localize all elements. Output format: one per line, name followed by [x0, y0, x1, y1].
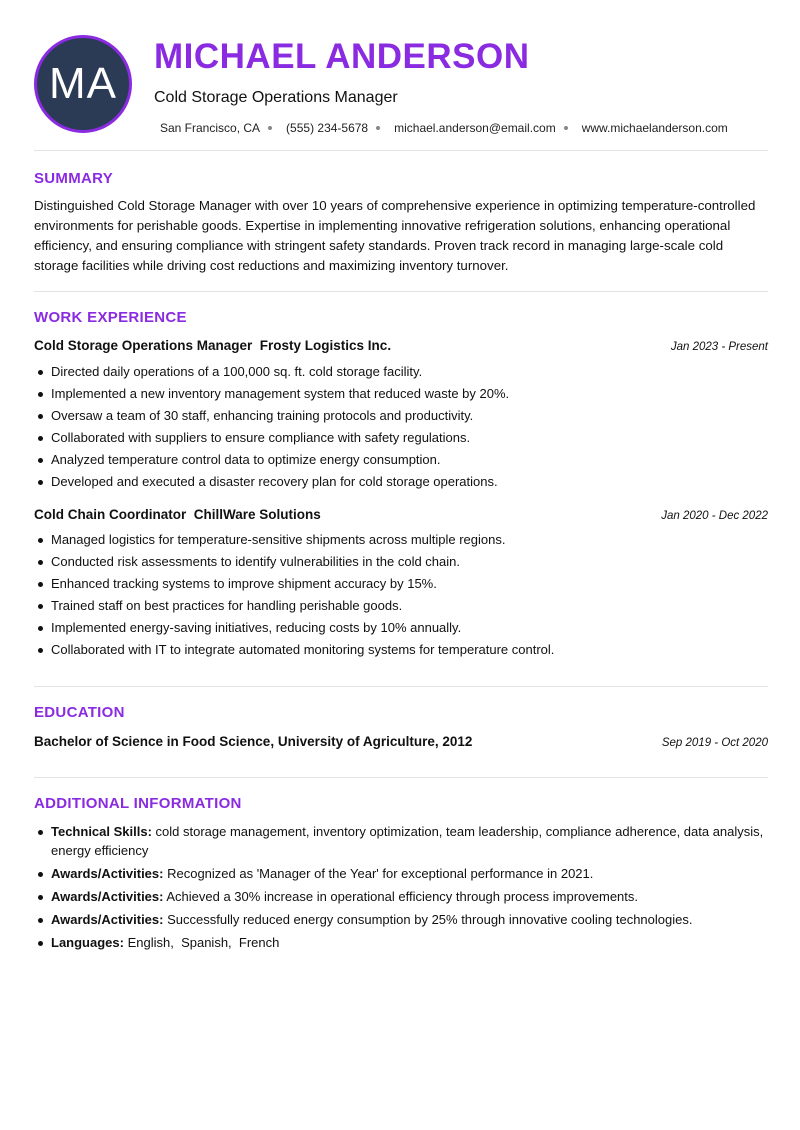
item-text: Recognized as 'Manager of the Year' for exceptional performance in 2021. — [167, 866, 594, 881]
list-item: Implemented a new inventory management system that reduced waste by 20%. — [51, 383, 768, 405]
education-heading: EDUCATION — [34, 704, 125, 721]
additional-list — [34, 822, 768, 956]
candidate-name: MICHAEL ANDERSON — [154, 37, 530, 76]
list-item: Analyzed temperature control data to optimize energy consumption. — [51, 449, 768, 471]
divider — [34, 777, 768, 778]
list-item: Managed logistics for temperature-sensitive shipments across multiple regions. — [51, 529, 768, 551]
summary-text: Distinguished Cold Storage Manager with over 10 years of comprehensive experience in optimizing temperature-controlled environments for perishable goods. Expertise in implementing innovative refrigeration solutions, enhancing operational efficiency, and ensuring compliance with stringent safety standards. Proven track record in managing large-scale cold storage facilities while driving cost reductions and maximizing inventory turnover. — [34, 198, 756, 273]
divider — [34, 150, 768, 151]
job-date: Jan 2023 - Present — [670, 341, 768, 353]
item-label: Awards/Activities: — [51, 912, 164, 927]
list-item: Collaborated with suppliers to ensure compliance with safety regulations. — [51, 427, 768, 449]
job-title: Cold Storage Operations Manager Frosty Logistics Inc. — [34, 338, 392, 353]
job-title: Cold Chain Coordinator ChillWare Solutions — [34, 507, 321, 522]
contact-phone: (555) 234-5678 — [286, 121, 369, 135]
item-label: Awards/Activities: — [51, 866, 164, 881]
list-item — [51, 887, 768, 906]
list-item — [51, 910, 768, 929]
contact-line — [160, 121, 728, 135]
education-row — [34, 734, 768, 749]
separator-dot — [564, 126, 568, 130]
contact-location: San Francisco, CA — [160, 121, 261, 135]
item-text: English, Spanish, French — [127, 935, 280, 950]
item-label: Technical Skills: — [51, 824, 152, 839]
education-date: Sep 2019 - Oct 2020 — [661, 737, 768, 749]
list-item: Collaborated with IT to integrate automated monitoring systems for temperature control. — [51, 639, 768, 661]
divider — [34, 291, 768, 292]
job-date: Jan 2020 - Dec 2022 — [661, 510, 768, 522]
item-text: Successfully reduced energy consumption by 25% through innovative cooling technologies. — [167, 912, 693, 927]
job-header — [34, 507, 768, 522]
separator-dot — [376, 126, 380, 130]
experience-heading: WORK EXPERIENCE — [34, 309, 187, 326]
summary-heading: SUMMARY — [34, 170, 114, 187]
list-item: Trained staff on best practices for handling perishable goods. — [51, 595, 768, 617]
list-item: Directed daily operations of a 100,000 sq. ft. cold storage facility. — [51, 361, 768, 383]
avatar: MA — [34, 35, 132, 133]
divider — [34, 686, 768, 687]
item-text: Achieved a 30% increase in operational efficiency through process improvements. — [166, 889, 639, 904]
list-item: Implemented energy-saving initiatives, reducing costs by 10% annually. — [51, 617, 768, 639]
list-item — [51, 864, 768, 883]
separator-dot — [268, 126, 272, 130]
contact-website[interactable]: www.michaelanderson.com — [581, 121, 728, 135]
list-item: Enhanced tracking systems to improve shipment accuracy by 15%. — [51, 573, 768, 595]
contact-email[interactable]: michael.anderson@email.com — [394, 121, 556, 135]
candidate-role: Cold Storage Operations Manager — [154, 89, 398, 106]
job-bullets — [34, 361, 768, 493]
list-item — [51, 822, 768, 860]
list-item: Conducted risk assessments to identify vulnerabilities in the cold chain. — [51, 551, 768, 573]
job-header — [34, 338, 768, 353]
list-item: Developed and executed a disaster recovery plan for cold storage operations. — [51, 471, 768, 493]
item-text: cold storage management, inventory optimization, team leadership, compliance adherence, data analysis, energy efficiency — [51, 824, 764, 858]
item-label: Awards/Activities: — [51, 889, 164, 904]
list-item: Oversaw a team of 30 staff, enhancing training protocols and productivity. — [51, 405, 768, 427]
additional-heading: ADDITIONAL INFORMATION — [34, 795, 242, 812]
list-item — [51, 933, 768, 952]
item-label: Languages: — [51, 935, 124, 950]
job-bullets — [34, 529, 768, 661]
degree: Bachelor of Science in Food Science, University of Agriculture, 2012 — [34, 734, 473, 749]
